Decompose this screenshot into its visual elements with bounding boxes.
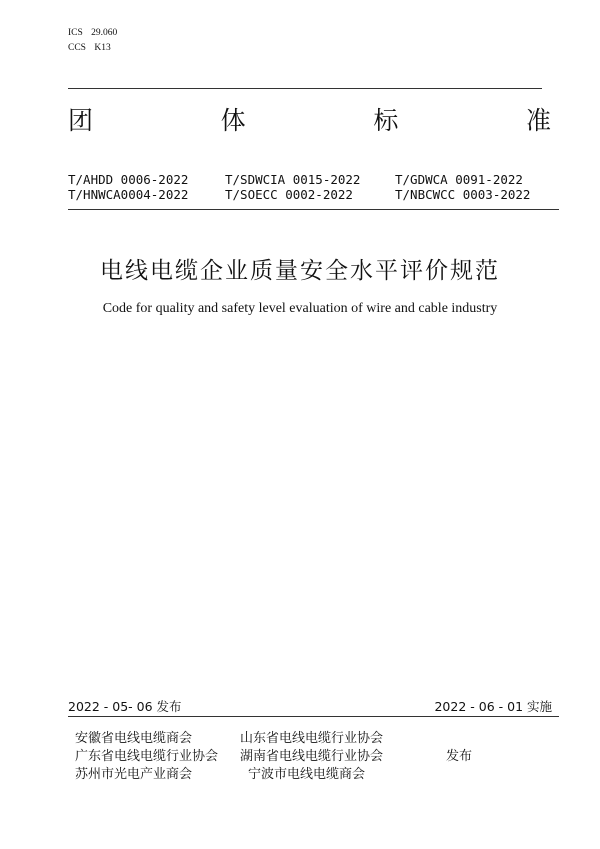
standard-type-char: 团: [68, 106, 95, 135]
implement-date: 2022 - 06 - 01 实施: [434, 699, 552, 714]
publishers-row: [75, 730, 472, 748]
publisher-name: 山东省电线电缆行业协会: [240, 731, 384, 746]
document-title-cn: 电线电缆企业质量安全水平评价规范: [100, 258, 500, 284]
standard-number: T/SDWCIA 0015-2022: [225, 172, 361, 187]
ccs-value: K13: [94, 43, 111, 53]
publisher-name: 苏州市光电产业商会: [75, 767, 193, 782]
publishers-block: [75, 730, 472, 784]
publishers-row: [75, 766, 472, 784]
ics-value: 29.060: [91, 28, 118, 38]
standard-type-heading: [68, 101, 552, 137]
standard-number: T/HNWCA0004-2022: [68, 187, 189, 202]
publisher-name: 广东省电线电缆行业协会: [75, 749, 219, 764]
publisher-name: 宁波市电线电缆商会: [248, 767, 366, 782]
header-divider: [68, 209, 559, 210]
ccs-label: CCS: [68, 43, 86, 53]
publisher-name: 湖南省电线电缆行业协会: [240, 749, 384, 764]
publish-date: 2022 - 05- 06 发布: [68, 699, 182, 714]
standard-numbers-row: [68, 187, 548, 202]
standard-number: T/NBCWCC 0003-2022: [395, 187, 531, 202]
classification-codes: [68, 26, 117, 56]
standard-type-char: 体: [220, 106, 247, 135]
standard-number: T/GDWCA 0091-2022: [395, 172, 523, 187]
standard-type-char: 标: [373, 106, 400, 135]
standard-type-char: 准: [525, 106, 552, 135]
ics-code: [68, 26, 117, 41]
publisher-name: 安徽省电线电缆商会: [75, 731, 193, 746]
footer-divider: [68, 716, 559, 717]
publishers-row: [75, 748, 472, 766]
ccs-code: [68, 41, 117, 56]
standard-number: T/AHDD 0006-2022: [68, 172, 189, 187]
document-title-en: Code for quality and safety level evaluation of wire and cable industry: [102, 301, 498, 316]
publish-label: 发布: [446, 749, 473, 764]
ics-label: ICS: [68, 28, 83, 38]
standard-number: T/SOECC 0002-2022: [225, 187, 353, 202]
standard-numbers-row: [68, 172, 548, 187]
top-divider: [68, 88, 542, 89]
standard-numbers: [68, 172, 548, 202]
